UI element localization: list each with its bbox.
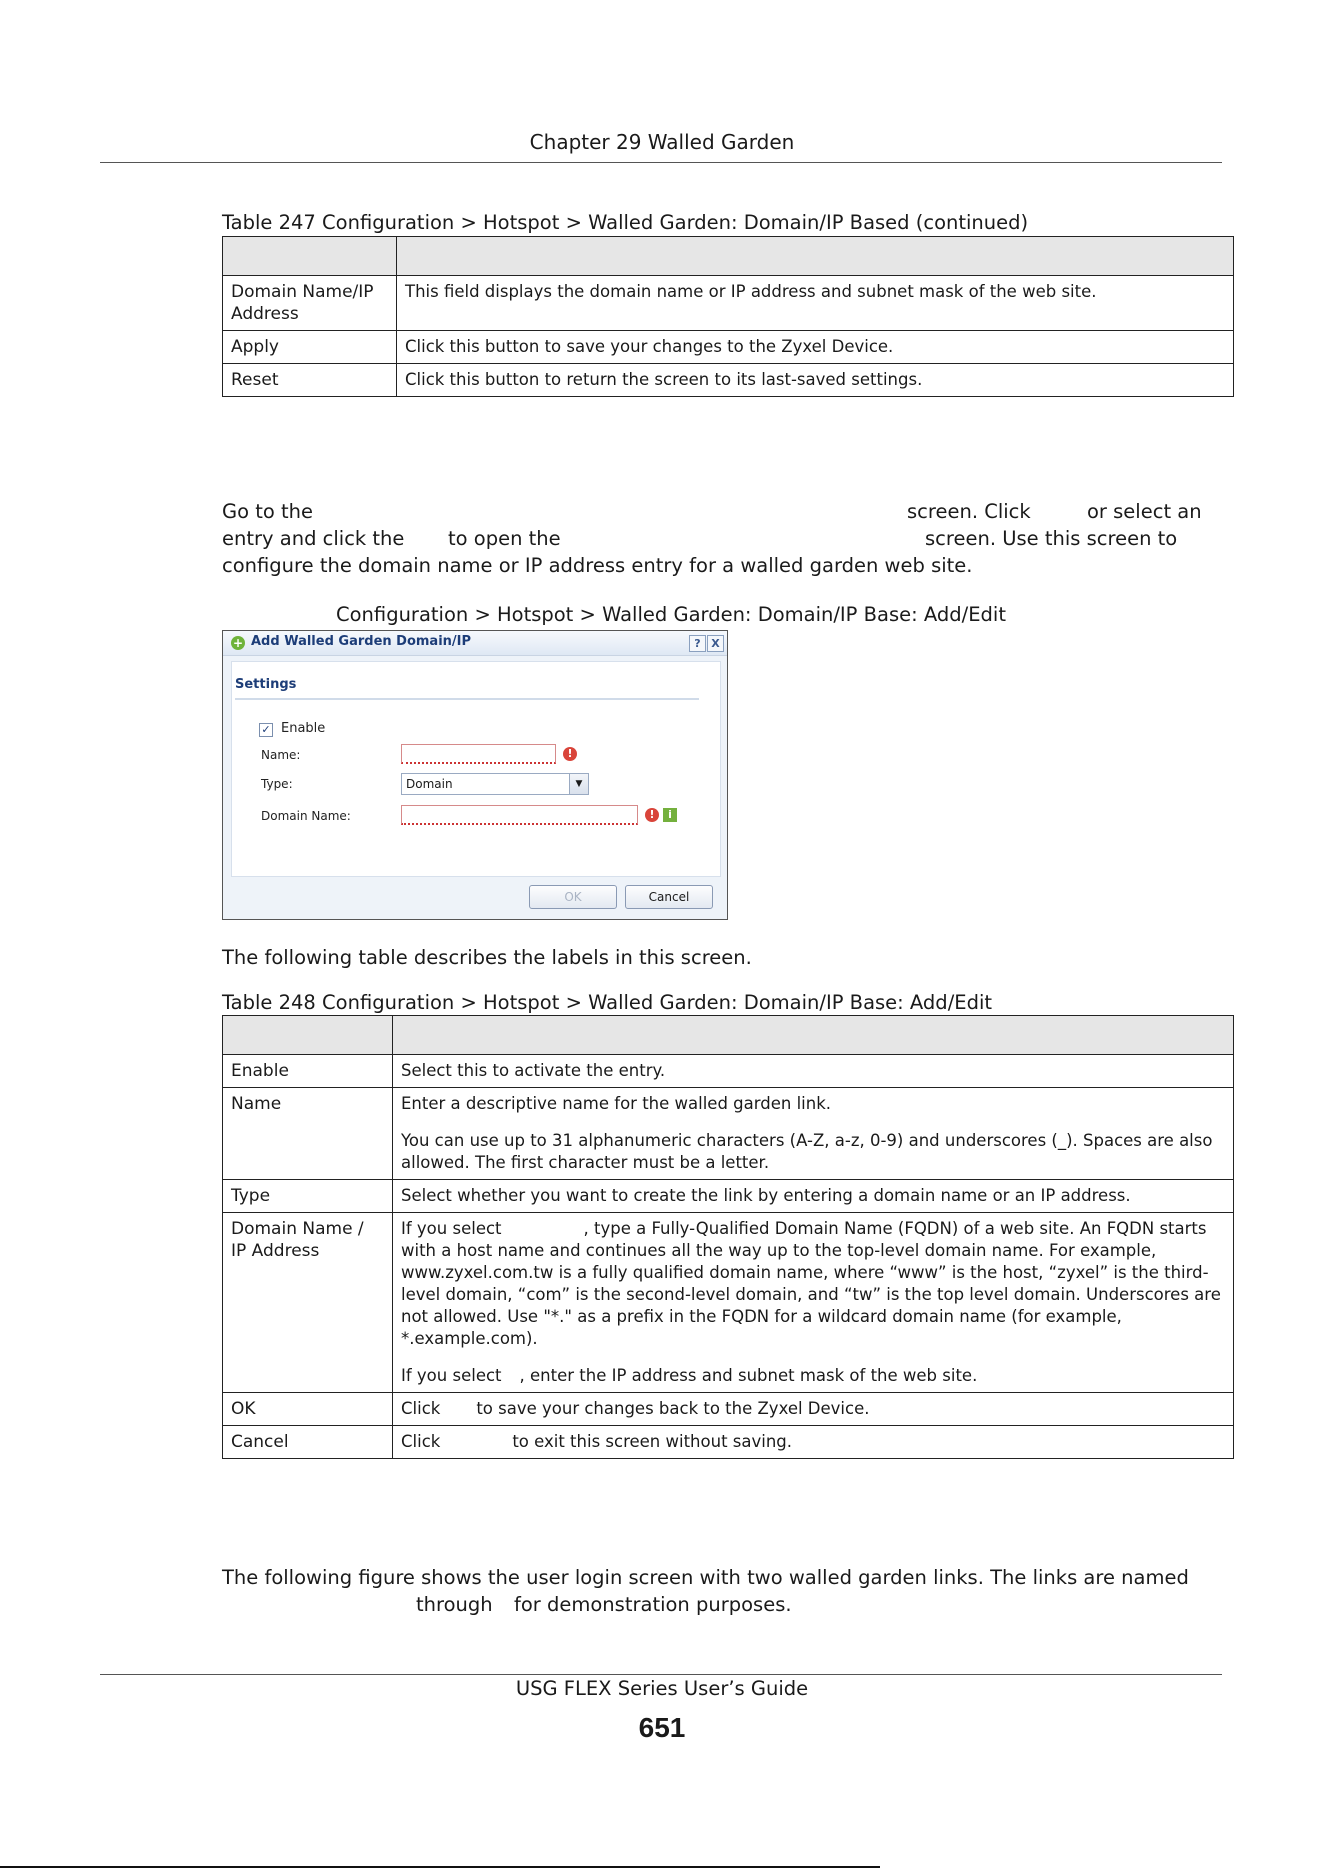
settings-heading: Settings [235,677,297,692]
name-input[interactable] [401,744,556,764]
chevron-down-icon[interactable]: ▼ [569,774,588,794]
dialog-title: Add Walled Garden Domain/IP [251,634,472,649]
type-select[interactable] [401,773,589,795]
row-desc-part: , enter the IP address and subnet mask of the web site. [519,1366,978,1385]
row-desc-part: If you select [401,1219,502,1238]
intro-text: screen. Click [907,500,1031,523]
info-icon: i [663,808,677,822]
row-label: Apply [223,331,397,364]
row-desc: Select whether you want to create the link by entering a domain name or an IP address. [393,1180,1234,1213]
table-row [223,1213,1234,1393]
table-header-row [223,1016,1234,1055]
footer-guide-title: USG FLEX Series User’s Guide [515,1677,809,1700]
row-desc-part: to save your changes back to the Zyxel Device. [476,1399,870,1418]
intro-text: screen. Use this screen to [925,527,1178,550]
dialog-title-bar [223,631,727,656]
row-label: Domain Name/IP Address [223,276,397,331]
row-desc-part: If you select [401,1366,502,1385]
close-icon[interactable]: X [707,635,724,652]
table-row [223,1393,1234,1426]
row-label: Type [223,1180,393,1213]
dialog-body [231,661,721,877]
bottom-text: The following figure shows the user login screen with two walled garden links. The links are named [222,1566,1189,1589]
row-desc [393,1088,1234,1180]
table-row [223,364,1234,397]
table-row [223,1088,1234,1180]
intro-text: entry and click the [222,527,405,550]
domain-name-label: Domain Name: [261,809,351,823]
row-desc: Click this button to return the screen to its last-saved settings. [397,364,1234,397]
row-desc-part: to exit this screen without saving. [512,1432,793,1451]
row-desc-text: Enter a descriptive name for the walled garden link. [401,1094,832,1113]
row-desc [393,1426,1234,1459]
add-walled-garden-dialog [222,630,728,920]
row-label: Enable [223,1055,393,1088]
ok-button[interactable]: OK [529,885,617,909]
row-desc-text [401,1218,1225,1350]
header-rule [100,162,1222,163]
table-row [223,1180,1234,1213]
figure-caption: Configuration > Hotspot > Walled Garden: Domain/IP Base: Add/Edit [336,603,1006,626]
row-label: Cancel [223,1426,393,1459]
domain-name-input[interactable] [401,805,638,825]
enable-label: Enable [281,721,326,736]
row-desc [393,1393,1234,1426]
intro-text: configure the domain name or IP address entry for a walled garden web site. [222,554,973,577]
row-desc-part: , type a Fully-Qualified Domain Name (FQDN) of a web site. An FQDN starts with a host name and continues all the way up to the top-level domain name. For example, www.zyxel.com.tw is a fully qualified domain name, where “www” is the host, “zyxel” is the third-level domain, “com” is the second-level domain, and “tw” is the top level domain. Underscores are not allowed. Use "*." as a prefix in the FQDN for a wildcard domain name (for example, *.example.com). [401,1219,1221,1348]
bottom-edge-bar [0,1866,880,1868]
page-number: 651 [638,1712,686,1743]
help-icon[interactable]: ? [689,635,706,652]
intro-paragraph [222,498,1234,582]
footer-rule [100,1674,1222,1675]
table-248-caption: Table 248 Configuration > Hotspot > Walled Garden: Domain/IP Base: Add/Edit [222,991,993,1014]
chapter-header: Chapter 29 Walled Garden [529,130,795,154]
row-desc-text: You can use up to 31 alphanumeric characters (A-Z, a-z, 0-9) and underscores (_). Spaces are also allowed. The first character must be a letter. [401,1131,1213,1172]
intro-text: Go to the [222,500,314,523]
intro-text: to open the [448,527,561,550]
row-label: Reset [223,364,397,397]
name-label: Name: [261,748,301,762]
row-desc: Select this to activate the entry. [393,1055,1234,1088]
row-desc-part: Click [401,1399,441,1418]
error-icon: ! [563,747,577,761]
table-247-caption: Table 247 Configuration > Hotspot > Walled Garden: Domain/IP Based (continued) [222,211,1029,234]
row-label: Name [223,1088,393,1180]
error-icon: ! [645,808,659,822]
table-header-row [223,237,1234,276]
table-248 [222,1015,1234,1459]
row-desc-part: Click [401,1432,441,1451]
row-desc [393,1213,1234,1393]
bottom-paragraph [222,1564,1234,1620]
row-desc-text [401,1365,1225,1387]
table-row [223,276,1234,331]
row-desc: Click this button to save your changes to the Zyxel Device. [397,331,1234,364]
type-label: Type: [261,777,293,791]
row-label: Domain Name / IP Address [223,1213,393,1393]
type-select-value: Domain [406,777,453,791]
row-desc: This field displays the domain name or IP address and subnet mask of the web site. [397,276,1234,331]
desc-line: The following table describes the labels in this screen. [222,946,752,969]
table-row [223,1426,1234,1459]
enable-checkbox[interactable]: ✓ [259,723,273,737]
row-label: OK [223,1393,393,1426]
add-icon: + [232,636,244,650]
cancel-button[interactable]: Cancel [625,885,713,909]
table-row [223,331,1234,364]
table-247 [222,236,1234,397]
bottom-text: through [416,1593,493,1616]
table-row [223,1055,1234,1088]
intro-text: or select an [1087,500,1202,523]
settings-divider [235,698,699,700]
bottom-text: for demonstration purposes. [514,1593,792,1616]
